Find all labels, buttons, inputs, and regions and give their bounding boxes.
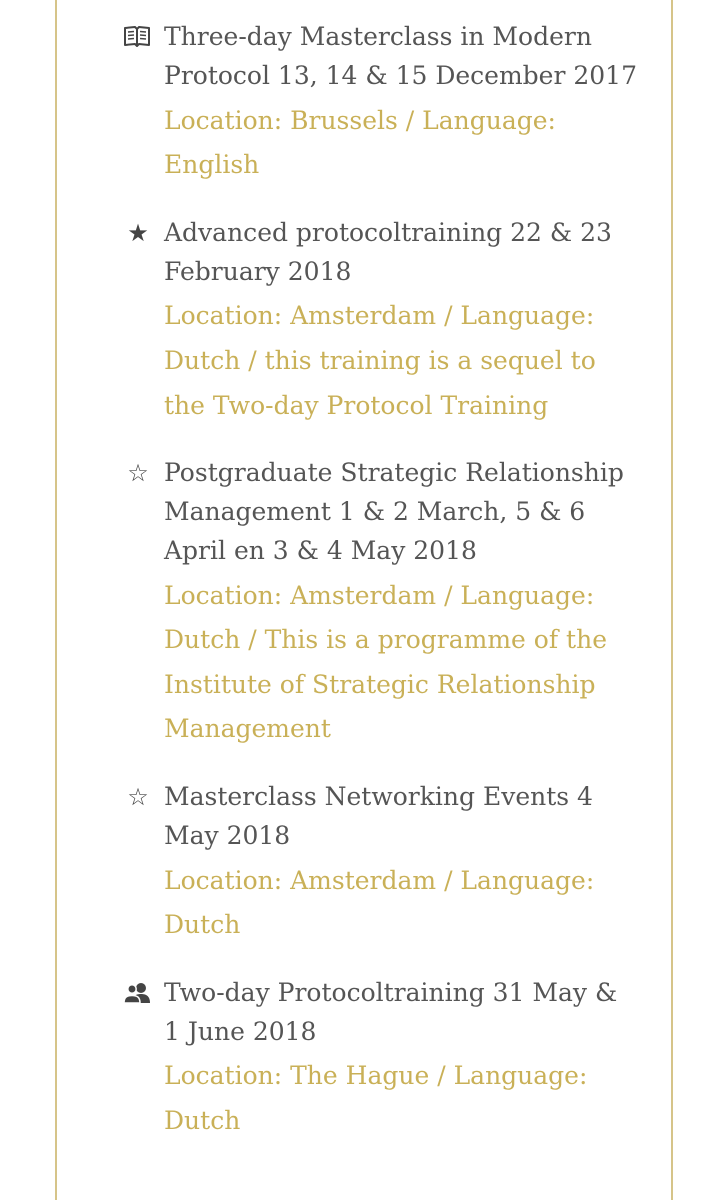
event-location: Location: Amsterdam / Language: Dutch / this training is a sequel to the Two-day Protocol Training — [164, 301, 596, 420]
event-location: Location: Brussels / Language: English — [164, 105, 556, 180]
star-filled-icon: ★ — [127, 218, 149, 247]
star-outline-icon: ☆ — [127, 459, 149, 488]
event-title: Two-day Protocoltraining 31 May & 1 June 2018 — [164, 977, 618, 1046]
event-list — [118, 18, 638, 1143]
event-location: Location: Amsterdam / Language: Dutch / This is a programme of the Institute of Strategic Relationship Management — [164, 580, 607, 744]
event-item[interactable] — [118, 454, 638, 752]
event-item[interactable] — [118, 974, 638, 1144]
event-item[interactable] — [118, 214, 638, 428]
star-outline-icon: ☆ — [127, 782, 149, 811]
event-title: Postgraduate Strategic Relationship Management 1 & 2 March, 5 & 6 April en 3 & 4 May 2018 — [164, 458, 624, 565]
event-item[interactable] — [118, 18, 638, 188]
event-item[interactable] — [118, 778, 638, 948]
event-location: Location: The Hague / Language: Dutch — [164, 1061, 588, 1135]
event-title: Three-day Masterclass in Modern Protocol 13, 14 & 15 December 2017 — [164, 22, 637, 90]
event-title: Advanced protocoltraining 22 & 23 February 2018 — [164, 217, 612, 286]
users-icon — [123, 980, 153, 1010]
event-location: Location: Amsterdam / Language: Dutch — [164, 865, 595, 940]
book-icon — [123, 24, 153, 54]
event-title: Masterclass Networking Events 4 May 2018 — [164, 781, 593, 850]
